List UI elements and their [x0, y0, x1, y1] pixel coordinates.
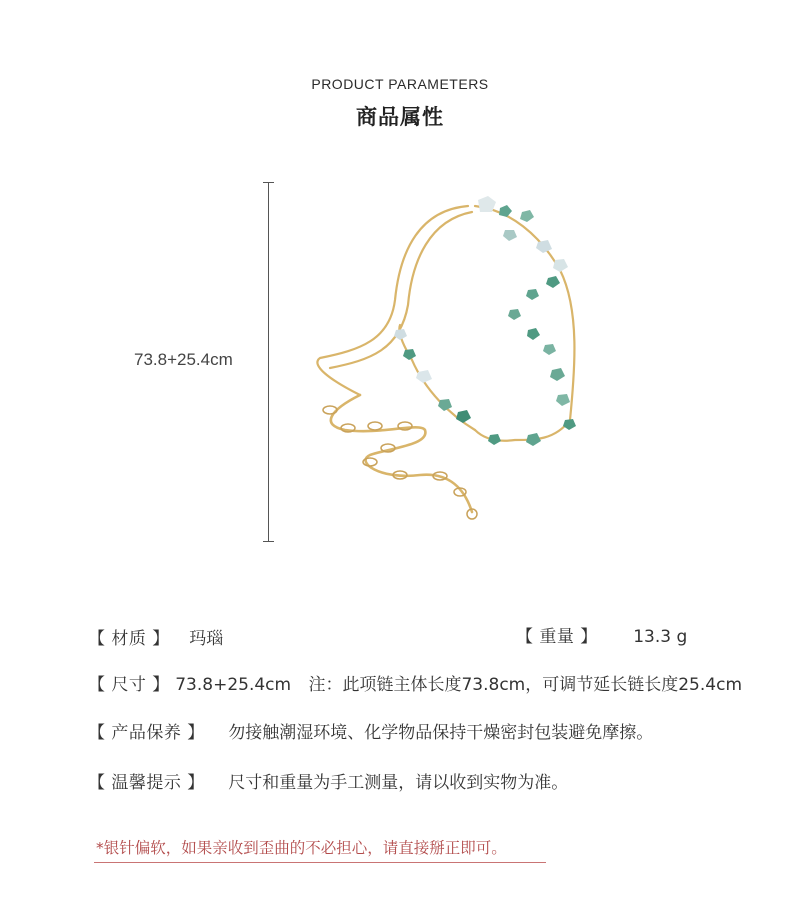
size-value: 73.8+25.4cm: [175, 675, 292, 695]
size-note: 注：此项链主体长度73.8cm，可调节延长链长度25.4cm: [308, 675, 743, 695]
param-care: [88, 718, 653, 743]
dimension-bar: [268, 182, 270, 542]
param-weight: [516, 622, 687, 647]
size-label: 【 尺寸 】: [88, 675, 170, 695]
care-label: 【 产品保养 】: [88, 723, 205, 743]
weight-label: 【 重量 】: [516, 627, 598, 647]
header-title-en: PRODUCT PARAMETERS: [311, 76, 489, 92]
header-title-cn: 商品属性: [356, 105, 444, 129]
param-tip: [88, 768, 568, 793]
care-value: 勿接触潮湿环境、化学物品保持干燥密封包装避免摩擦。: [228, 723, 654, 743]
tip-label: 【 温馨提示 】: [88, 773, 205, 793]
necklace-product-image: [300, 190, 600, 530]
tip-value: 尺寸和重量为手工测量，请以收到实物为准。: [228, 773, 569, 793]
weight-value: 13.3 g: [633, 627, 688, 647]
param-size: [88, 670, 742, 695]
material-value: 玛瑙: [189, 629, 224, 649]
param-material: [88, 624, 223, 649]
dimension-label: 73.8+25.4cm: [134, 350, 233, 369]
notice-text: *银针偏软，如果亲收到歪曲的不必担心，请直接掰正即可。: [96, 839, 507, 857]
notice-underline: [94, 862, 546, 863]
material-label: 【 材质 】: [88, 629, 170, 649]
